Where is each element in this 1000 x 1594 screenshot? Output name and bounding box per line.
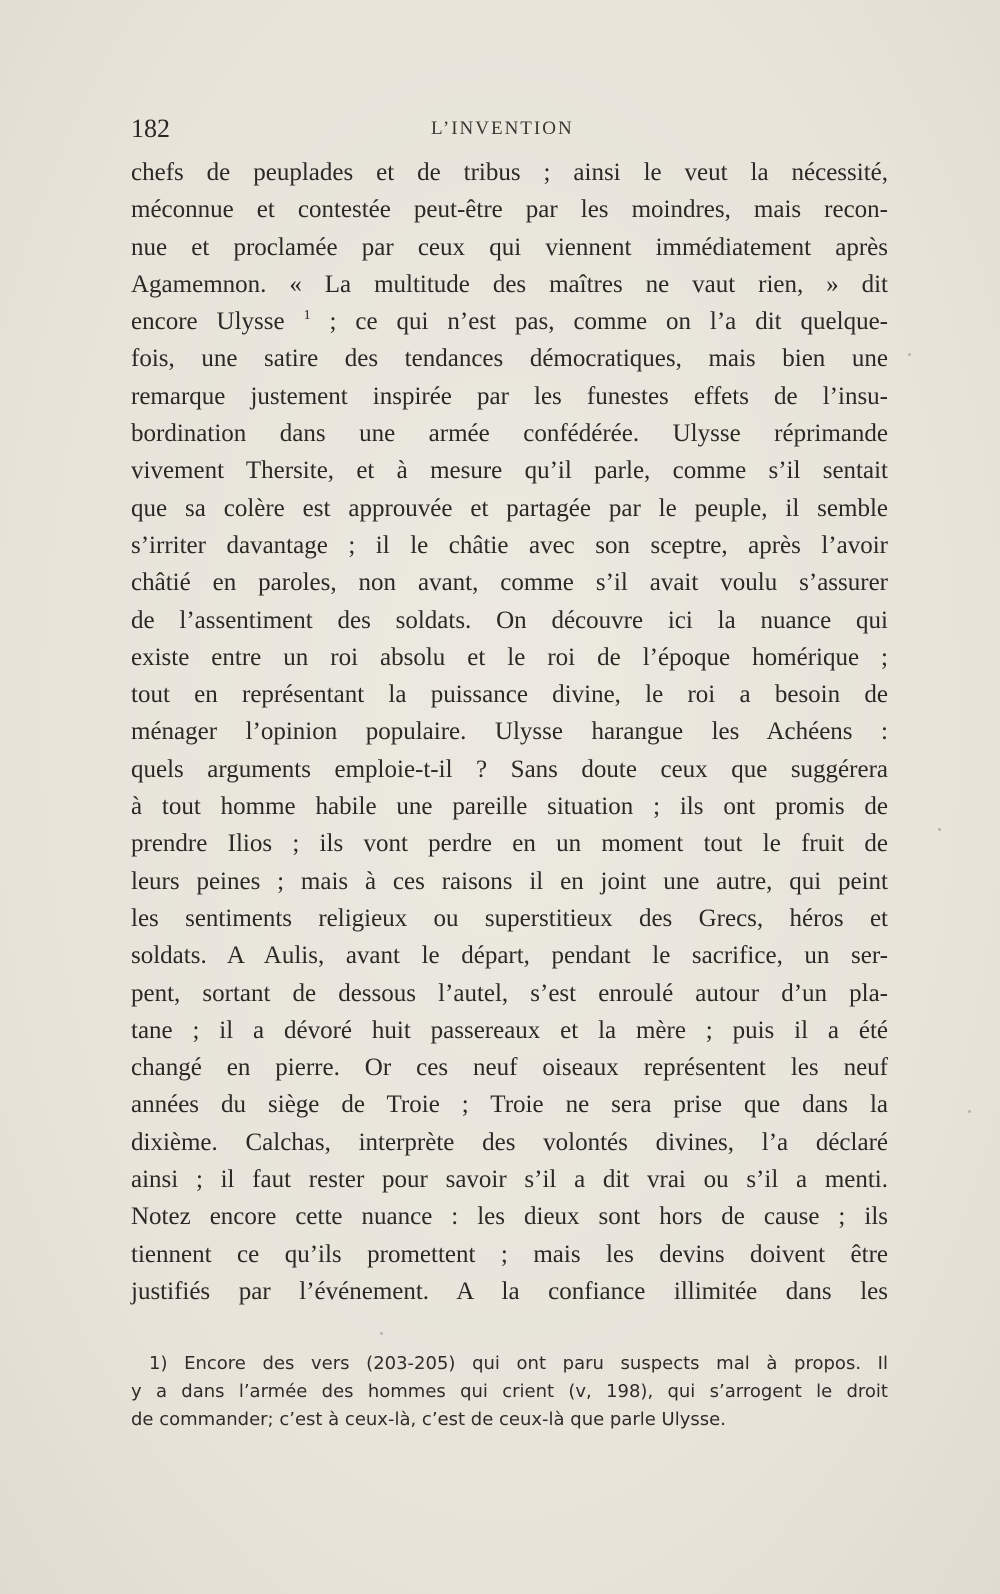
paper-speck <box>938 828 941 831</box>
body-line: s’irriter davantage ; il le châtie avec son sceptre, après l’avoir <box>131 531 888 559</box>
body-line: prendre Ilios ; ils vont perdre en un moment tout le fruit de <box>131 830 888 858</box>
body-line: changé en pierre. Or ces neuf oiseaux représentent les neuf <box>131 1054 888 1082</box>
body-line: tiennent ce qu’ils promettent ; mais les devins doivent être <box>131 1240 888 1268</box>
body-line: ainsi ; il faut rester pour savoir s’il a dit vrai ou s’il a menti. <box>131 1166 888 1194</box>
body-line: les sentiments religieux ou superstitieux des Grecs, héros et <box>131 904 888 932</box>
body-line-part: ; ce qui n’est pas, comme on l’a dit quelque- <box>310 308 889 336</box>
body-line: années du siège de Troie ; Troie ne sera prise que dans la <box>131 1091 888 1119</box>
body-line: dixième. Calchas, interprète des volontés divines, l’a déclaré <box>131 1128 888 1156</box>
body-line: que sa colère est approuvée et partagée par le peuple, il semble <box>131 494 888 522</box>
footnotes <box>131 1350 888 1434</box>
page-header <box>131 114 888 148</box>
body-line: justifiés par l’événement. A la confiance illimitée dans les <box>131 1277 888 1305</box>
body-line: à tout homme habile une pareille situation ; ils ont promis de <box>131 793 888 821</box>
footnote-marker: 1 <box>303 308 311 324</box>
body-line: leurs peines ; mais à ces raisons il en joint une autre, qui peint <box>131 867 888 895</box>
footnote-line: de commander; c’est à ceux-là, c’est de ceux-là que parle Ulysse. <box>131 1409 726 1430</box>
body-line: de l’assentiment des soldats. On découvre ici la nuance qui <box>131 606 888 634</box>
paper-speck <box>908 353 911 356</box>
body-line: méconnue et contestée peut-être par les moindres, mais recon- <box>131 196 888 224</box>
body-line: Agamemnon. « La multitude des maîtres ne vaut rien, » dit <box>131 270 888 298</box>
body-line: tane ; il a dévoré huit passereaux et la mère ; puis il a été <box>131 1016 888 1044</box>
paper-speck <box>380 1332 383 1335</box>
body-line: chefs de peuplades et de tribus ; ainsi le veut la nécessité, <box>131 159 888 186</box>
body-text <box>131 154 888 1310</box>
paper-speck <box>968 1110 971 1113</box>
body-line-with-footnote <box>131 303 888 340</box>
footnote-line: 1) Encore des vers (203-205) qui ont paru suspects mal à propos. Il <box>149 1353 888 1374</box>
body-line: fois, une satire des tendances démocratiques, mais bien une <box>131 345 888 373</box>
body-line: châtié en paroles, non avant, comme s’il avait voulu s’assurer <box>131 569 888 597</box>
body-line: ménager l’opinion populaire. Ulysse harangue les Achéens : <box>131 718 888 746</box>
body-line: nue et proclamée par ceux qui viennent immédiatement après <box>131 233 888 261</box>
footnote-line: y a dans l’armée des hommes qui crient (v, 198), qui s’arrogent le droit <box>131 1381 888 1402</box>
body-line: remarque justement inspirée par les funestes effets de l’insu- <box>131 382 888 410</box>
body-line: tout en représentant la puissance divine, le roi a besoin de <box>131 681 888 709</box>
body-line: pent, sortant de dessous l’autel, s’est enroulé autour d’un pla- <box>131 979 888 1007</box>
body-line: Notez encore cette nuance : les dieux sont hors de cause ; ils <box>131 1203 888 1231</box>
body-line: soldats. A Aulis, avant le départ, pendant le sacrifice, un ser- <box>131 942 888 970</box>
body-line: existe entre un roi absolu et le roi de l’époque homérique ; <box>131 643 888 671</box>
body-line: quels arguments emploie-t-il ? Sans doute ceux que suggérera <box>131 755 888 783</box>
page-number: 182 <box>131 114 170 143</box>
body-line: vivement Thersite, et à mesure qu’il parle, comme s’il sentait <box>131 457 888 485</box>
running-title: L’INVENTION <box>431 118 574 139</box>
body-line-part: encore Ulysse <box>131 308 285 336</box>
body-line: bordination dans une armée confédérée. Ulysse réprimande <box>131 420 888 448</box>
